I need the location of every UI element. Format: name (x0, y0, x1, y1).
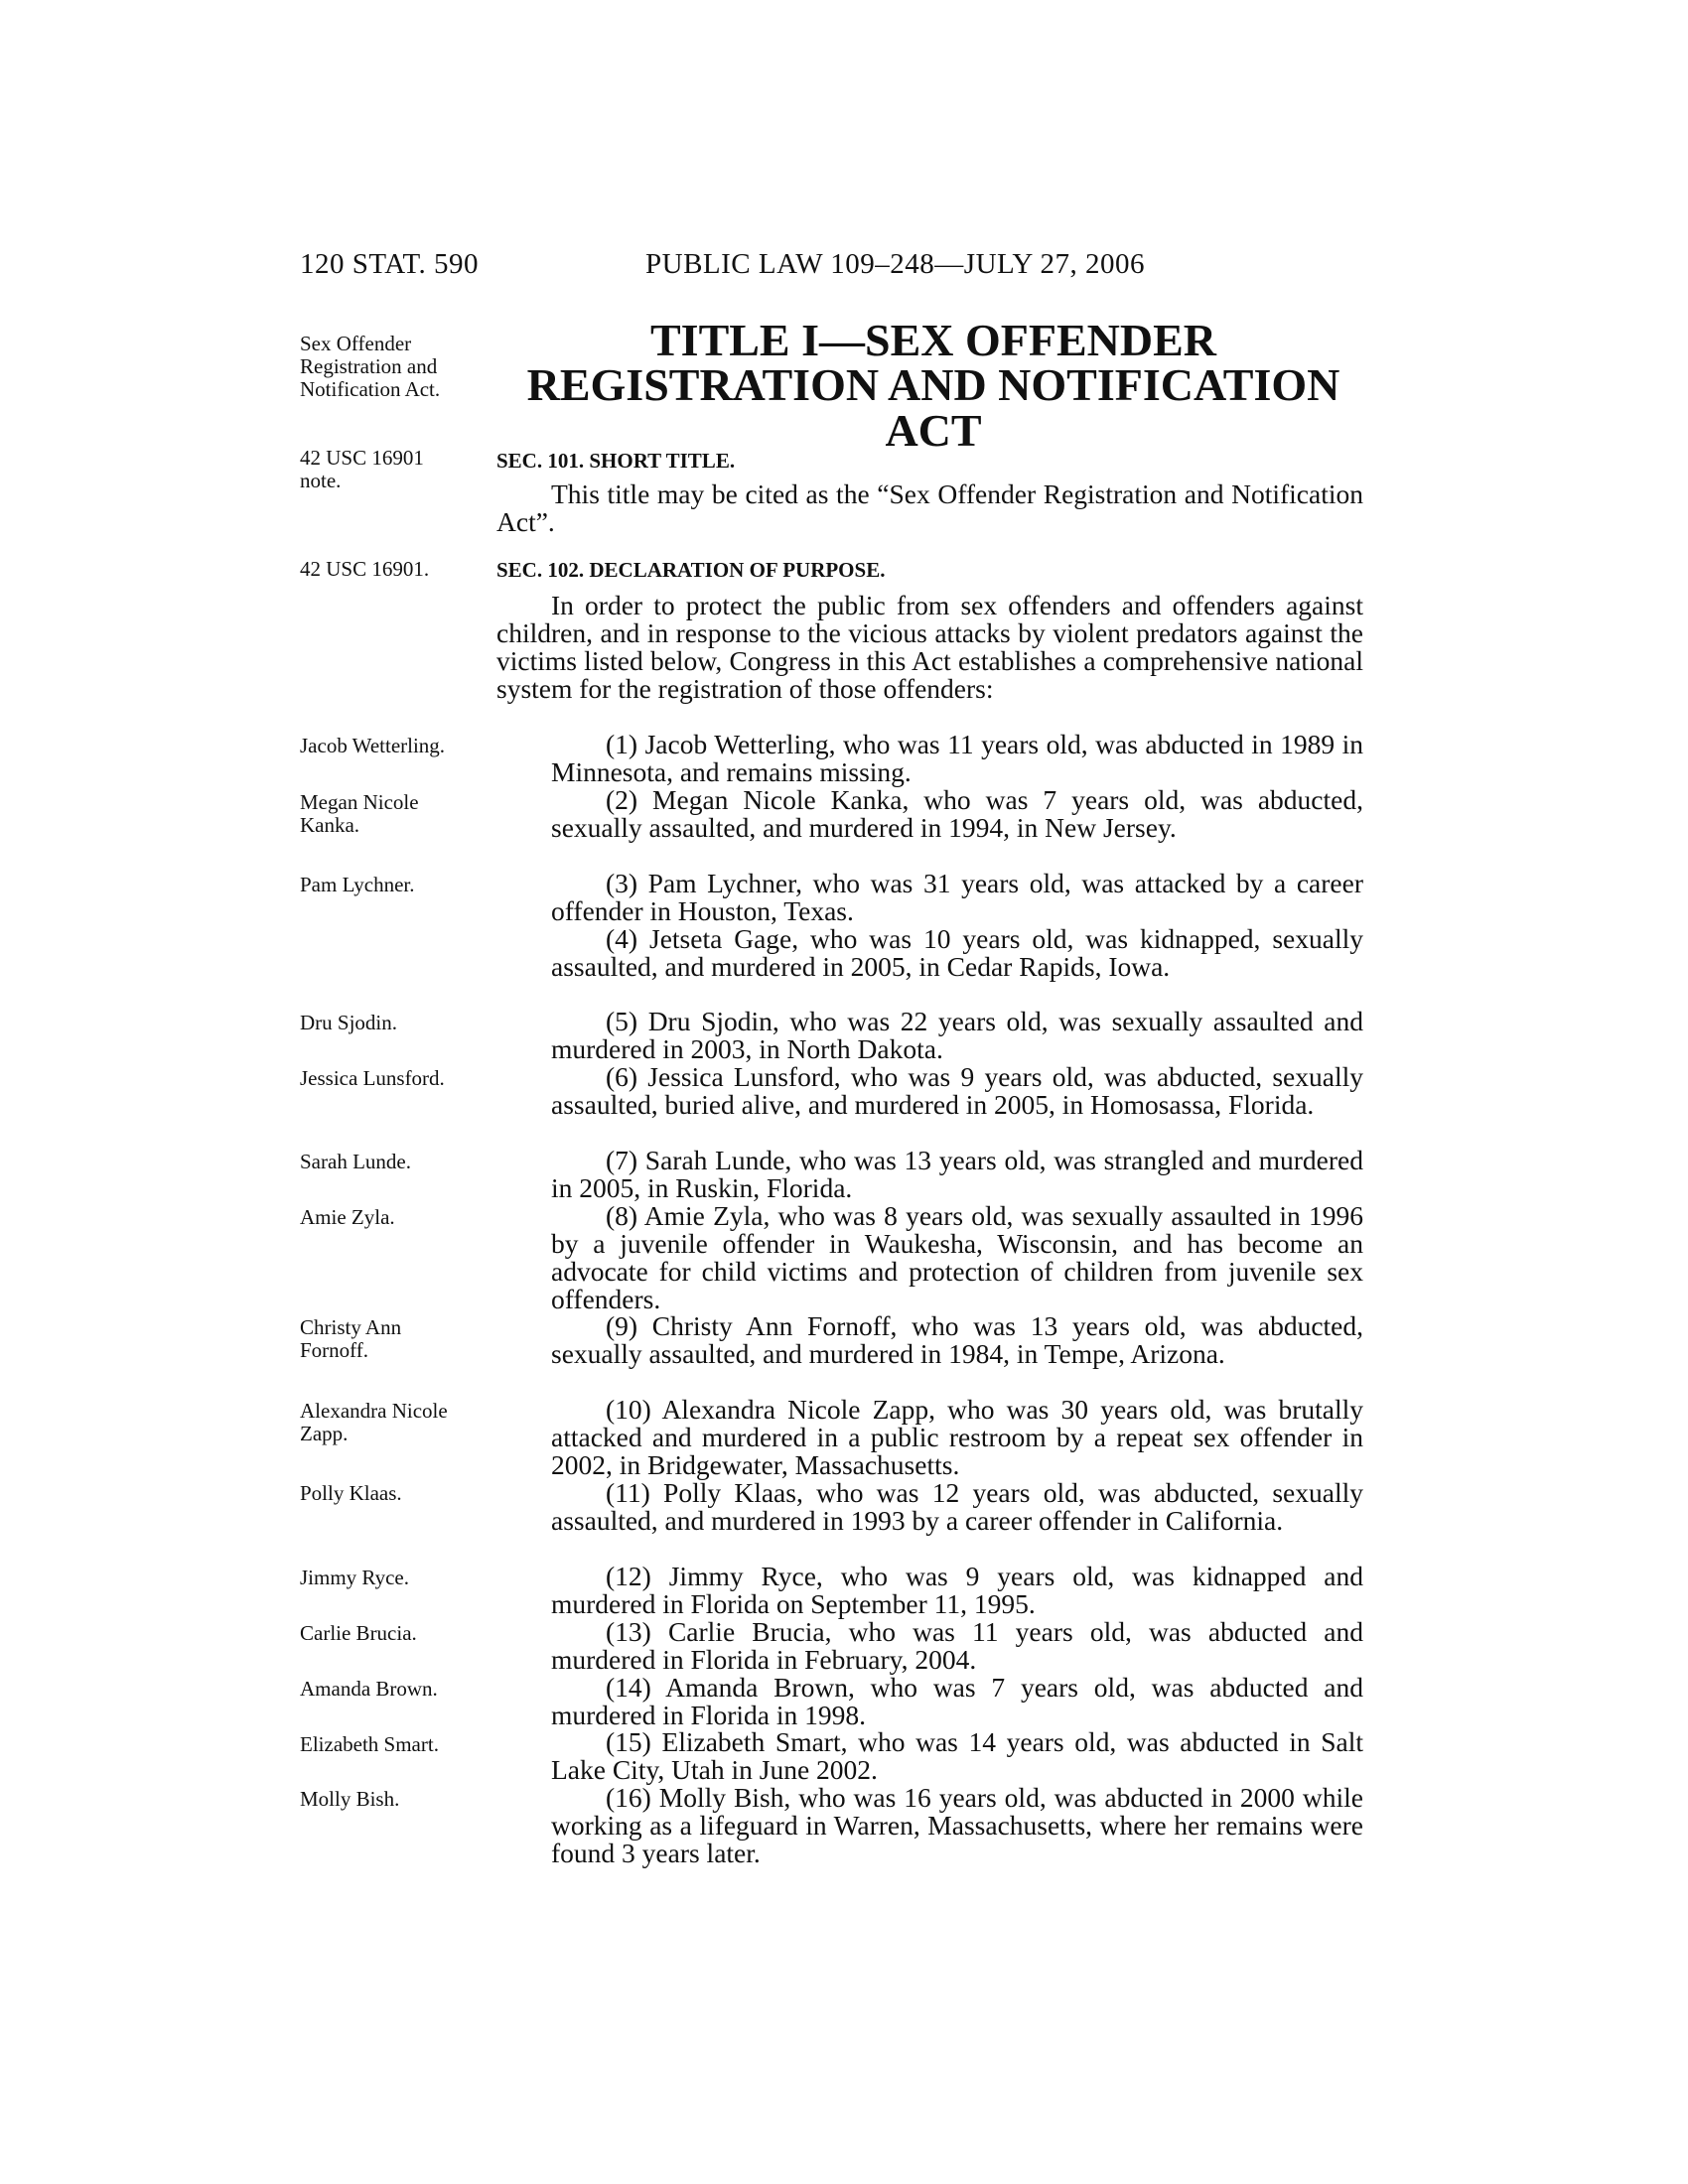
margin-note-victim: Jessica Lunsford. (300, 1066, 445, 1090)
victim-list-item: (10) Alexandra Nicole Zapp, who was 30 years old, was brutally attacked and murdered in a public restroom by a repeat sex offender in 2002, in Bridgewater, Massachusetts. (551, 1394, 1363, 1480)
margin-note-victim: Carlie Brucia. (300, 1621, 417, 1645)
margin-note-victim: Amanda Brown. (300, 1677, 438, 1701)
victim-list-item: (1) Jacob Wetterling, who was 11 years old, was abducted in 1989 in Minnesota, and remains missing. (551, 729, 1363, 787)
margin-note-victim: Elizabeth Smart. (300, 1732, 439, 1756)
title-line-2: REGISTRATION AND NOTIFICATION ACT (526, 359, 1340, 456)
victim-list-item: (12) Jimmy Ryce, who was 9 years old, was kidnapped and murdered in Florida on September 11, 1995. (551, 1561, 1363, 1619)
victim-list-item: (4) Jetseta Gage, who was 10 years old, was kidnapped, sexually assaulted, and murdered in 2005, in Cedar Rapids, Iowa. (551, 923, 1363, 982)
victim-list-item: (13) Carlie Brucia, who was 11 years old, was abducted and murdered in Florida in February, 2004. (551, 1616, 1363, 1675)
victim-list-item: (16) Molly Bish, who was 16 years old, was abducted in 2000 while working as a lifeguard in Warren, Massachusetts, where her remains were found 3 years later. (551, 1782, 1363, 1868)
sec-101-text: This title may be cited as the “Sex Offender Registration and Notification Act”. (496, 478, 1363, 537)
margin-note-victim: Amie Zyla. (300, 1205, 395, 1229)
victim-list-item: (7) Sarah Lunde, who was 13 years old, was strangled and murdered in 2005, in Ruskin, Florida. (551, 1145, 1363, 1203)
margin-note-victim: Jimmy Ryce. (300, 1566, 409, 1589)
margin-note-victim: Dru Sjodin. (300, 1011, 398, 1034)
victim-list-item: (8) Amie Zyla, who was 8 years old, was sexually assaulted in 1996 by a juvenile offender in Waukesha, Wisconsin, and has become an advocate for child victims and protection of children from juvenile sex offenders. (551, 1200, 1363, 1314)
victim-list-item: (14) Amanda Brown, who was 7 years old, was abducted and murdered in Florida in 1998. (551, 1672, 1363, 1730)
sec-101-heading: SEC. 101. SHORT TITLE. (496, 449, 736, 473)
margin-note-victim: Alexandra Nicole Zapp. (300, 1399, 448, 1445)
margin-note-victim: Pam Lychner. (300, 873, 415, 896)
margin-note-victim: Sarah Lunde. (300, 1150, 411, 1173)
margin-note-victim: Christy Ann Fornoff. (300, 1315, 402, 1362)
margin-note-usc-note: 42 USC 16901 note. (300, 446, 424, 492)
margin-note-victim: Jacob Wetterling. (300, 734, 446, 757)
public-law-header: PUBLIC LAW 109–248—JULY 27, 2006 (645, 248, 1145, 280)
title-line-1: TITLE I—SEX OFFENDER (649, 315, 1216, 365)
victim-list-item: (2) Megan Nicole Kanka, who was 7 years old, was abducted, sexually assaulted, and murdered in 1994, in New Jersey. (551, 784, 1363, 843)
stat-page-reference: 120 STAT. 590 (300, 248, 480, 280)
victim-list-item: (15) Elizabeth Smart, who was 14 years old, was abducted in Salt Lake City, Utah in June 2002. (551, 1726, 1363, 1785)
victim-list-item: (6) Jessica Lunsford, who was 9 years old, was abducted, sexually assaulted, buried alive, and murdered in 2005, in Homosassa, Florida. (551, 1061, 1363, 1120)
margin-note-victim: Megan Nicole Kanka. (300, 790, 419, 837)
victim-list-item: (9) Christy Ann Fornoff, who was 13 years old, was abducted, sexually assaulted, and murdered in 1984, in Tempe, Arizona. (551, 1310, 1363, 1369)
victim-list-item: (5) Dru Sjodin, who was 22 years old, was sexually assaulted and murdered in 2003, in North Dakota. (551, 1006, 1363, 1064)
margin-note-victim: Molly Bish. (300, 1787, 400, 1811)
victim-list-item: (3) Pam Lychner, who was 31 years old, was attacked by a career offender in Houston, Texas. (551, 868, 1363, 926)
margin-note-usc: 42 USC 16901. (300, 557, 430, 581)
margin-note-victim: Polly Klaas. (300, 1481, 402, 1505)
sec-102-intro: In order to protect the public from sex offenders and offenders against children, and in response to the vicious attacks by violent predators against the victims listed below, Congress in this Act establishes a comprehensive national system for the registration of those offenders: (496, 590, 1363, 704)
victim-list-item: (11) Polly Klaas, who was 12 years old, was abducted, sexually assaulted, and murdered in 1993 by a career offender in California. (551, 1477, 1363, 1536)
margin-note-act-name: Sex Offender Registration and Notification Act. (300, 332, 441, 401)
sec-102-heading: SEC. 102. DECLARATION OF PURPOSE. (496, 558, 886, 582)
